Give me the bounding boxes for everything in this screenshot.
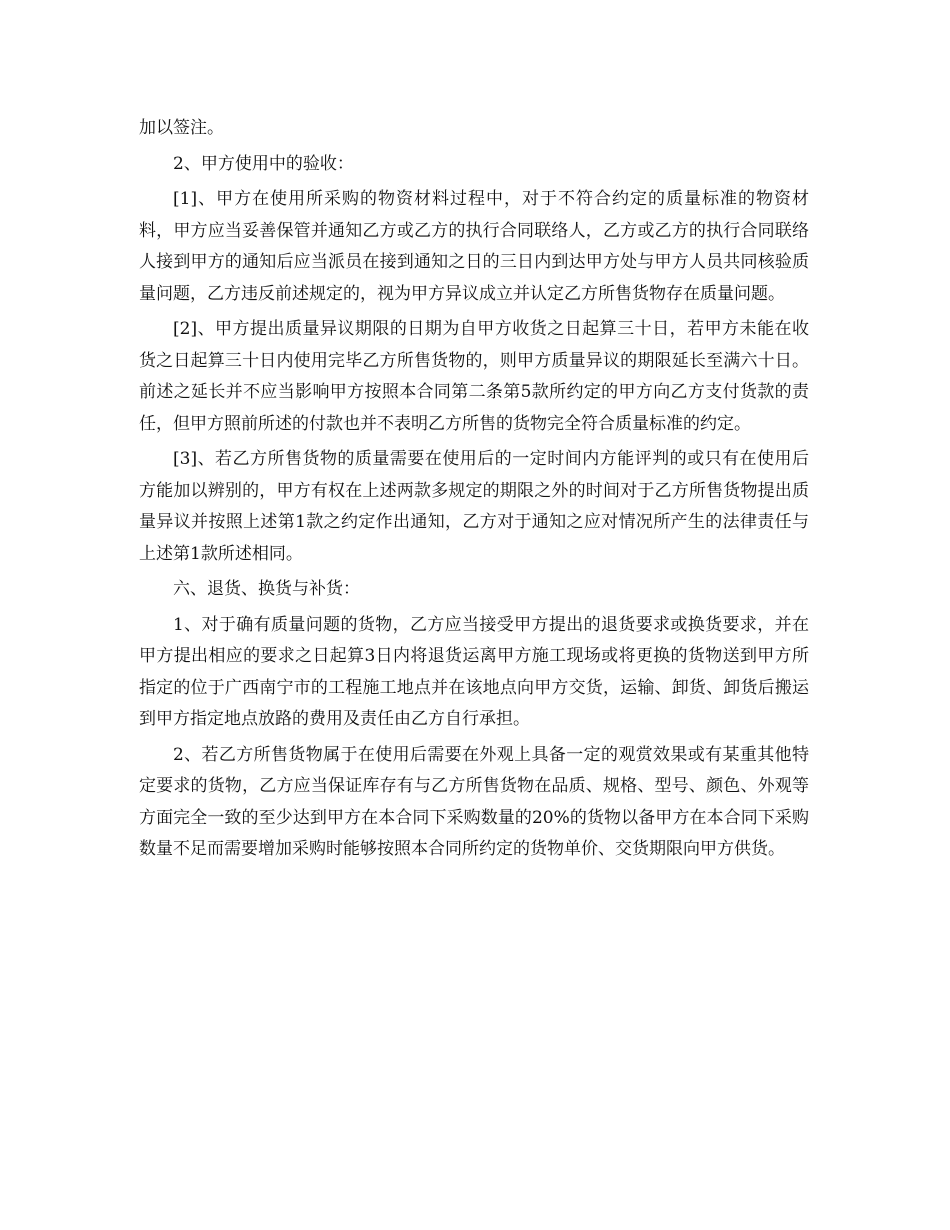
paragraph-section-heading-returns: 六、退货、换货与补货： <box>173 579 360 599</box>
paragraph-returns-item-2: 2、若乙方所售货物属于在使用后需要在外观上具备一定的观赏效果或有某重其他特定要求的货物，乙方应当保证库存有与乙方所售货物在品质、规格、型号、颜色、外观等方面完全一致的至少达到甲方在本合同下采购数量的20%的货物以备甲方在本合同下采购数量不足而需要增加采购时能够按照本合同所约定的货物单价、交货期限向甲方供货。 <box>139 744 809 859</box>
paragraph-clause-3: [3]、若乙方所售货物的质量需要在使用后的一定时间内方能评判的或只有在使用后方能加以辨别的，甲方有权在上述两款多规定的期限之外的时间对于乙方所售货物提出质量异议并按照上述第1款之约定作出通知，乙方对于通知之应对情况所产生的法律责任与上述第1款所述相同。 <box>139 449 809 564</box>
paragraph-returns-item-1: 1、对于确有质量问题的货物，乙方应当接受甲方提出的退货要求或换货要求，并在甲方提出相应的要求之日起算3日内将退货运离甲方施工现场或将更换的货物送到甲方所指定的位于广西南宁市的工程施工地点并在该地点向甲方交货，运输、卸货、卸货后搬运到甲方指定地点放路的费用及责任由乙方自行承担。 <box>139 614 809 729</box>
document-body <box>139 113 809 870</box>
paragraph-clause-1: [1]、甲方在使用所采购的物资材料过程中，对于不符合约定的质量标准的物资材料，甲方应当妥善保管并通知乙方或乙方的执行合同联络人，乙方或乙方的执行合同联络人接到甲方的通知后应当派员在接到通知之日的三日内到达甲方处与甲方人员共同核验质量问题，乙方违反前述规定的，视为甲方异议成立并认定乙方所售货物存在质量问题。 <box>139 189 809 304</box>
paragraph-continuation: 加以签注。 <box>139 118 224 138</box>
paragraph-heading-inspection-during-use: 2、甲方使用中的验收： <box>173 153 354 174</box>
paragraph-clause-2: [2]、甲方提出质量异议期限的日期为自甲方收货之日起算三十日，若甲方未能在收货之日起算三十日内使用完毕乙方所售货物的，则甲方质量异议的期限延长至满六十日。前述之延长并不应当影响甲方按照本合同第二条第5款所约定的甲方向乙方支付货款的责任，但甲方照前所述的付款也并不表明乙方所售的货物完全符合质量标准的约定。 <box>139 319 809 434</box>
